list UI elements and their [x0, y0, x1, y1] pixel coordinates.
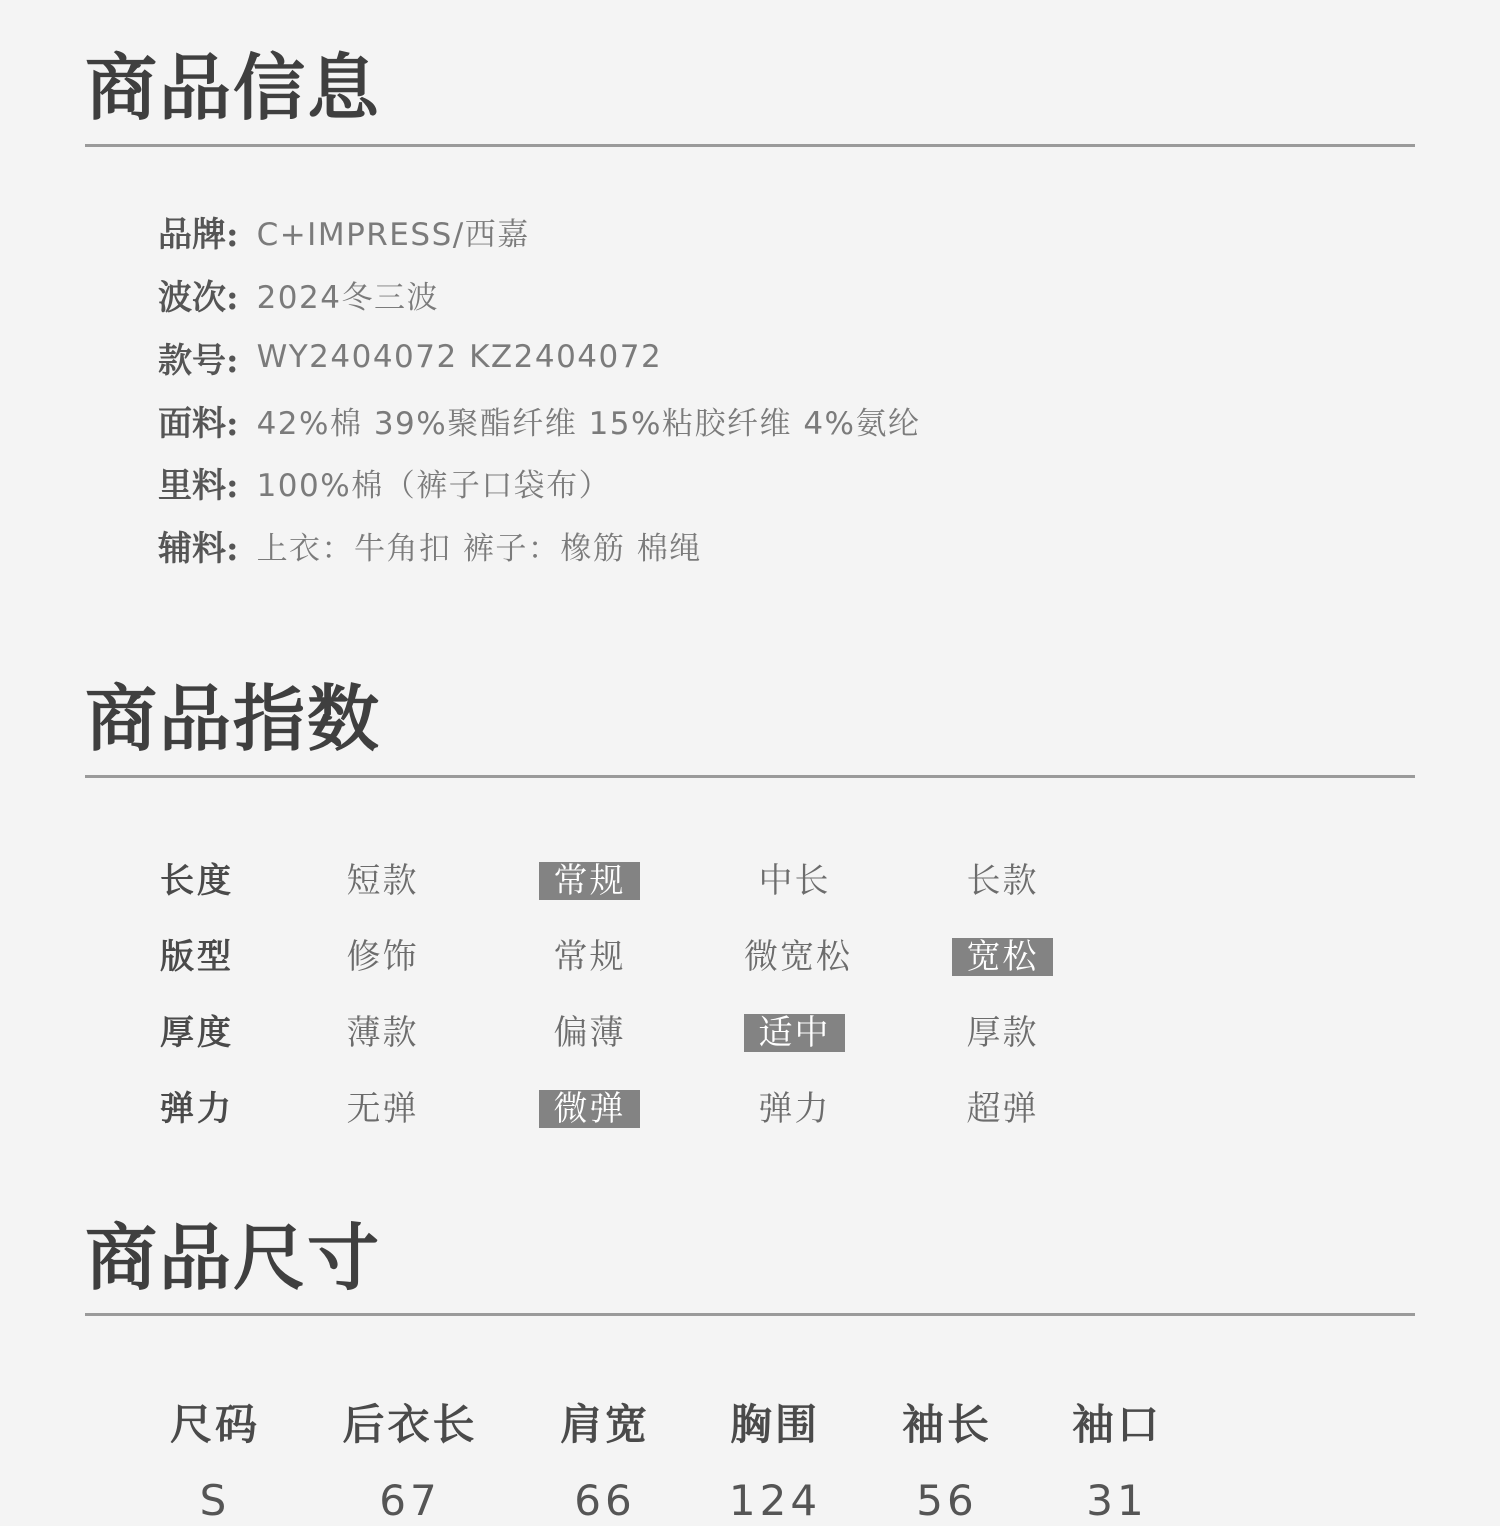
size-cell: 31	[1086, 1476, 1148, 1525]
section-divider	[85, 144, 1415, 147]
index-option: 常规	[553, 937, 626, 977]
size-cell: 56	[916, 1476, 978, 1525]
info-value: 42%棉 39%聚酯纤维 15%粘胶纤维 4%氨纶	[256, 405, 921, 442]
section-divider	[85, 1313, 1415, 1316]
index-option: 中长	[758, 861, 831, 901]
index-option: 超弹	[966, 1089, 1039, 1129]
info-label: 面料:	[158, 403, 239, 444]
info-value: 100%棉（裤子口袋布）	[256, 467, 612, 504]
info-row-lining	[158, 460, 611, 504]
size-header-cuff: 袖口	[1071, 1400, 1162, 1449]
size-header-chest: 胸围	[729, 1400, 820, 1449]
info-row-style-number	[158, 335, 662, 379]
info-label: 款号:	[158, 340, 239, 381]
index-option: 薄款	[346, 1013, 419, 1053]
size-cell: 67	[379, 1476, 441, 1525]
section-divider	[85, 775, 1415, 778]
section-title-info: 商品信息	[85, 45, 382, 130]
index-option-selected: 宽松	[952, 938, 1053, 976]
info-value: 上衣：牛角扣 裤子：橡筋 棉绳	[256, 530, 702, 567]
info-row-brand	[158, 209, 530, 253]
info-row-fabric	[158, 398, 921, 442]
index-option: 修饰	[346, 937, 419, 977]
size-cell: 66	[574, 1476, 636, 1525]
index-option-selected: 微弹	[539, 1090, 640, 1128]
size-header-size: 尺码	[169, 1400, 260, 1449]
index-label-elasticity: 弹力	[160, 1089, 234, 1129]
size-header-back-length: 后衣长	[342, 1400, 478, 1449]
size-header-sleeve-length: 袖长	[901, 1400, 992, 1449]
index-label-fit: 版型	[160, 937, 234, 977]
section-title-size: 商品尺寸	[85, 1215, 382, 1300]
size-cell: S	[199, 1476, 231, 1525]
index-option: 弹力	[758, 1089, 831, 1129]
index-option-selected: 常规	[539, 862, 640, 900]
info-label: 辅料:	[158, 528, 239, 569]
index-option: 偏薄	[553, 1013, 626, 1053]
info-row-accessories	[158, 523, 702, 567]
index-option: 微宽松	[744, 937, 852, 977]
info-label: 里料:	[158, 465, 239, 506]
info-value: WY2404072 KZ2404072	[256, 339, 663, 375]
index-option: 厚款	[966, 1013, 1039, 1053]
index-option: 无弹	[346, 1089, 419, 1129]
info-value: 2024冬三波	[256, 279, 439, 316]
index-label-length: 长度	[160, 861, 234, 901]
info-label: 波次:	[158, 277, 239, 318]
info-label: 品牌:	[158, 214, 239, 255]
index-option: 长款	[966, 861, 1039, 901]
size-cell: 124	[728, 1476, 822, 1525]
section-title-index: 商品指数	[85, 676, 382, 761]
size-header-shoulder: 肩宽	[559, 1400, 650, 1449]
index-option-selected: 适中	[744, 1014, 845, 1052]
info-row-wave	[158, 272, 439, 316]
index-option: 短款	[346, 861, 419, 901]
info-value: C+IMPRESS/西嘉	[256, 216, 530, 253]
index-label-thickness: 厚度	[160, 1013, 234, 1053]
